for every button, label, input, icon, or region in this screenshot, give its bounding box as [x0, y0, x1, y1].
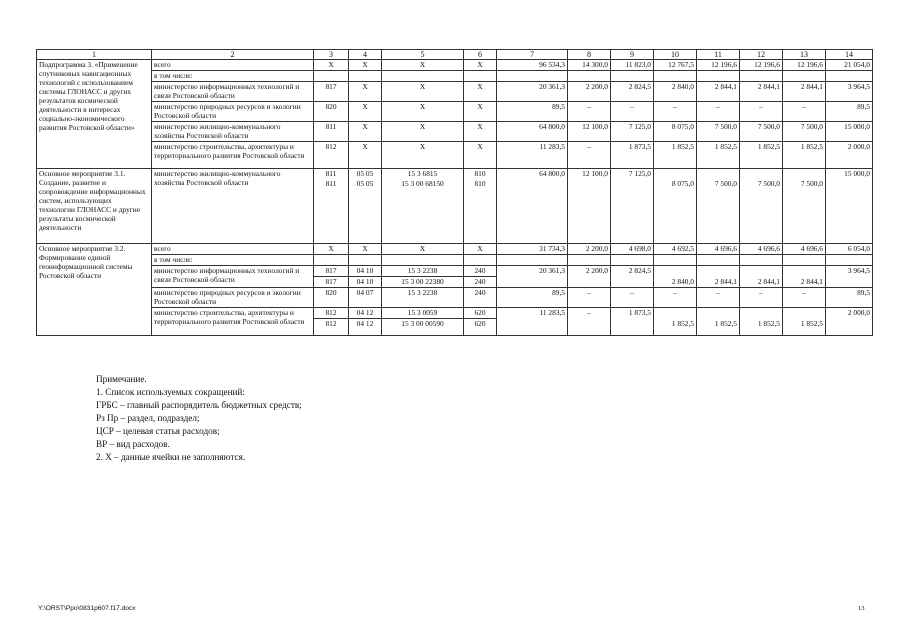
value-cell: 8 075,0 — [654, 179, 697, 189]
value-cell: 11 823,0 — [611, 60, 654, 71]
value-cell: 21 054,0 — [826, 60, 873, 71]
value-cell: 2 844,1 — [740, 82, 783, 102]
value-cell: 64 800,0 — [497, 169, 568, 180]
grbs-cell: Х — [314, 60, 349, 71]
grbs-cell: Х — [314, 244, 349, 255]
table-row — [37, 122, 873, 142]
csr-cell: Х — [382, 102, 464, 122]
grbs-cell: 812 — [314, 319, 349, 330]
vr-cell: 620 — [464, 319, 497, 330]
executor-cell: в том числе: — [152, 71, 314, 82]
grbs-cell: 820 — [314, 288, 349, 308]
csr-cell: 15 3 2238 — [382, 266, 464, 277]
rzpr-cell: Х — [349, 60, 382, 71]
value-cell: 4 696,6 — [783, 244, 826, 255]
executor-cell: министерство жилищно-коммунального хозяйства Ростовской области — [152, 169, 314, 244]
vr-cell: 810 — [464, 169, 497, 180]
column-number: 3 — [314, 50, 349, 60]
column-number: 8 — [568, 50, 611, 60]
executor-cell: министерство информационных технологий и связи Ростовской области — [152, 82, 314, 102]
value-cell: 2 844,1 — [697, 277, 740, 288]
budget-table — [36, 49, 873, 336]
vr-cell: Х — [464, 82, 497, 102]
value-cell: 1 852,5 — [697, 319, 740, 330]
value-cell: 4 696,6 — [697, 244, 740, 255]
vr-cell: Х — [464, 244, 497, 255]
csr-cell: 15 3 00 22380 — [382, 277, 464, 288]
notes-block — [96, 373, 302, 464]
value-cell: – — [568, 142, 611, 169]
executor-cell: министерство природных ресурсов и экологии Ростовской области — [152, 288, 314, 308]
vr-cell: 810 — [464, 179, 497, 189]
value-cell: 4 692,5 — [654, 244, 697, 255]
executor-cell: министерство жилищно-коммунального хозяйства Ростовской области — [152, 122, 314, 142]
column-number: 10 — [654, 50, 697, 60]
value-cell: 1 852,5 — [783, 142, 826, 169]
note-line: ГРБС – главный распорядитель бюджетных средств; — [96, 400, 302, 410]
rzpr-cell: Х — [349, 82, 382, 102]
value-cell: – — [697, 102, 740, 122]
rzpr-cell: 04 12 — [349, 308, 382, 319]
value-cell: 1 873,5 — [611, 308, 654, 319]
csr-cell: 15 3 00 00590 — [382, 319, 464, 330]
table-row — [37, 169, 873, 180]
value-cell: 1 852,5 — [783, 319, 826, 330]
value-cell: 2 200,0 — [568, 266, 611, 277]
grbs-cell: 817 — [314, 277, 349, 288]
vr-cell: 240 — [464, 277, 497, 288]
value-cell: 64 800,0 — [497, 122, 568, 142]
budget-table-sheet — [36, 49, 872, 336]
value-cell: 11 283,5 — [497, 308, 568, 319]
vr-cell: Х — [464, 60, 497, 71]
note-line: 2. Х – данные ячейки не заполняются. — [96, 452, 246, 462]
grbs-cell: 817 — [314, 82, 349, 102]
value-cell: 8 075,0 — [654, 122, 697, 142]
value-cell: 12 196,6 — [783, 60, 826, 71]
value-cell: 1 852,5 — [654, 142, 697, 169]
value-cell: 89,5 — [497, 102, 568, 122]
executor-cell: министерство информационных технологий и связи Ростовской области — [152, 266, 314, 288]
note-line: ВР – вид расходов. — [96, 439, 170, 449]
column-number: 14 — [826, 50, 873, 60]
value-cell: 7 125,0 — [611, 122, 654, 142]
value-cell: – — [783, 288, 826, 308]
rzpr-cell: 04 07 — [349, 288, 382, 308]
value-cell: – — [697, 288, 740, 308]
table-row — [37, 142, 873, 169]
value-cell: 15 000,0 — [826, 169, 873, 180]
executor-cell: министерство природных ресурсов и экологии Ростовской области — [152, 102, 314, 122]
csr-cell: Х — [382, 244, 464, 255]
value-cell: 89,5 — [826, 288, 873, 308]
rzpr-cell: 04 10 — [349, 277, 382, 288]
value-cell: 7 500,0 — [783, 122, 826, 142]
csr-cell: Х — [382, 82, 464, 102]
footer-file-path: Y:\ORST\Ppo\0831p607.f17.docx — [38, 605, 136, 612]
value-cell: 2 844,1 — [783, 82, 826, 102]
executor-cell: министерство строительства, архитектуры и территориального развития Ростовской области — [152, 142, 314, 169]
value-cell: 14 300,0 — [568, 60, 611, 71]
column-number: 7 — [497, 50, 568, 60]
value-cell: 2 000,0 — [826, 308, 873, 319]
grbs-cell: 817 — [314, 266, 349, 277]
value-cell: 2 824,5 — [611, 82, 654, 102]
vr-cell: Х — [464, 122, 497, 142]
value-cell: 7 500,0 — [783, 179, 826, 189]
value-cell: 15 000,0 — [826, 122, 873, 142]
csr-cell: Х — [382, 122, 464, 142]
grbs-cell: 820 — [314, 102, 349, 122]
rzpr-cell: Х — [349, 122, 382, 142]
subprogram-name: Подпрограмма 3. «Применение спутниковых навигационных технологий с использованием системы ГЛОНАСС и других результатов космической деятельности в интересах социально-экономического развития Ростовской области» — [37, 60, 152, 169]
table-row — [37, 82, 873, 102]
measure-name: Основное мероприятие 3.2. Формирование единой геоинформационной системы Ростовской области — [37, 244, 152, 336]
value-cell: 12 767,5 — [654, 60, 697, 71]
table-row — [37, 308, 873, 319]
value-cell: 7 500,0 — [697, 179, 740, 189]
table-row — [37, 71, 873, 82]
value-cell: 1 873,5 — [611, 142, 654, 169]
notes-title: Примечание. — [96, 374, 147, 384]
value-cell: 1 852,5 — [697, 142, 740, 169]
column-number: 6 — [464, 50, 497, 60]
grbs-cell: 811 — [314, 179, 349, 189]
value-cell: 7 500,0 — [740, 179, 783, 189]
value-cell: 2 844,1 — [740, 277, 783, 288]
column-number: 12 — [740, 50, 783, 60]
value-cell: 7 500,0 — [740, 122, 783, 142]
value-cell: 2 840,0 — [654, 82, 697, 102]
rzpr-cell: 05 05 — [349, 179, 382, 189]
value-cell: – — [568, 288, 611, 308]
executor-cell: всего — [152, 244, 314, 255]
note-line: 1. Список используемых сокращений: — [96, 387, 245, 397]
csr-cell: Х — [382, 60, 464, 71]
value-cell: – — [654, 288, 697, 308]
value-cell: 6 054,0 — [826, 244, 873, 255]
rzpr-cell: Х — [349, 102, 382, 122]
value-cell: 1 852,5 — [740, 319, 783, 330]
value-cell: – — [611, 288, 654, 308]
value-cell: 20 361,3 — [497, 82, 568, 102]
csr-cell: 15 3 00 68150 — [382, 179, 464, 189]
value-cell: 2 200,0 — [568, 82, 611, 102]
grbs-cell: 812 — [314, 142, 349, 169]
value-cell: 20 361,3 — [497, 266, 568, 277]
value-cell: 2 844,1 — [783, 277, 826, 288]
value-cell: 1 852,5 — [654, 319, 697, 330]
value-cell: 96 534,3 — [497, 60, 568, 71]
table-row — [37, 288, 873, 308]
grbs-cell: 811 — [314, 169, 349, 180]
value-cell: 89,5 — [497, 288, 568, 308]
column-number: 11 — [697, 50, 740, 60]
value-cell: 31 734,3 — [497, 244, 568, 255]
executor-cell: всего — [152, 60, 314, 71]
column-number: 5 — [382, 50, 464, 60]
table-header-row — [37, 50, 873, 60]
value-cell: – — [611, 102, 654, 122]
table-row — [37, 244, 873, 255]
value-cell: – — [783, 102, 826, 122]
value-cell: 12 196,6 — [697, 60, 740, 71]
value-cell: 11 283,5 — [497, 142, 568, 169]
value-cell: – — [568, 102, 611, 122]
value-cell: 2 200,0 — [568, 244, 611, 255]
value-cell: 4 696,6 — [740, 244, 783, 255]
column-number: 2 — [152, 50, 314, 60]
value-cell: 2 000,0 — [826, 142, 873, 169]
grbs-cell: 811 — [314, 122, 349, 142]
value-cell: – — [568, 308, 611, 319]
table-row — [37, 255, 873, 266]
value-cell: 2 840,0 — [654, 277, 697, 288]
grbs-cell: 812 — [314, 308, 349, 319]
vr-cell: Х — [464, 102, 497, 122]
column-number: 4 — [349, 50, 382, 60]
value-cell: 4 698,0 — [611, 244, 654, 255]
vr-cell: 620 — [464, 308, 497, 319]
column-number: 13 — [783, 50, 826, 60]
value-cell: 2 824,5 — [611, 266, 654, 277]
measure-name: Основное мероприятие 3.1. Создание, развитие и сопровождение информационных систем, использующих технологии ГЛОНАСС и другие результаты космической деятельности — [37, 169, 152, 244]
rzpr-cell: Х — [349, 142, 382, 169]
csr-cell: Х — [382, 142, 464, 169]
note-line: Рз Пр – раздел, подраздел; — [96, 413, 200, 423]
vr-cell: 240 — [464, 288, 497, 308]
rzpr-cell: 04 12 — [349, 319, 382, 330]
page-number: 13 — [858, 605, 865, 612]
rzpr-cell: 04 10 — [349, 266, 382, 277]
table-row — [37, 102, 873, 122]
csr-cell: 15 3 0059 — [382, 308, 464, 319]
value-cell: – — [740, 288, 783, 308]
table-row — [37, 60, 873, 71]
value-cell: 12 196,6 — [740, 60, 783, 71]
value-cell: 7 500,0 — [697, 122, 740, 142]
value-cell: 1 852,5 — [740, 142, 783, 169]
value-cell: 12 100,0 — [568, 169, 611, 180]
column-number: 1 — [37, 50, 152, 60]
csr-cell: 15 3 2238 — [382, 288, 464, 308]
rzpr-cell: 05 05 — [349, 169, 382, 180]
csr-cell: 15 3 6815 — [382, 169, 464, 180]
value-cell: 3 964,5 — [826, 266, 873, 277]
vr-cell: Х — [464, 142, 497, 169]
value-cell: 3 964,5 — [826, 82, 873, 102]
value-cell: 89,5 — [826, 102, 873, 122]
note-line: ЦСР – целевая статья расходов; — [96, 426, 220, 436]
value-cell: 2 844,1 — [697, 82, 740, 102]
table-row — [37, 266, 873, 277]
column-number: 9 — [611, 50, 654, 60]
value-cell: – — [740, 102, 783, 122]
executor-cell: министерство строительства, архитектуры и территориального развития Ростовской области — [152, 308, 314, 336]
value-cell: 7 125,0 — [611, 169, 654, 180]
value-cell: – — [654, 102, 697, 122]
vr-cell: 240 — [464, 266, 497, 277]
executor-cell: в том числе: — [152, 255, 314, 266]
value-cell: 12 100,0 — [568, 122, 611, 142]
rzpr-cell: Х — [349, 244, 382, 255]
